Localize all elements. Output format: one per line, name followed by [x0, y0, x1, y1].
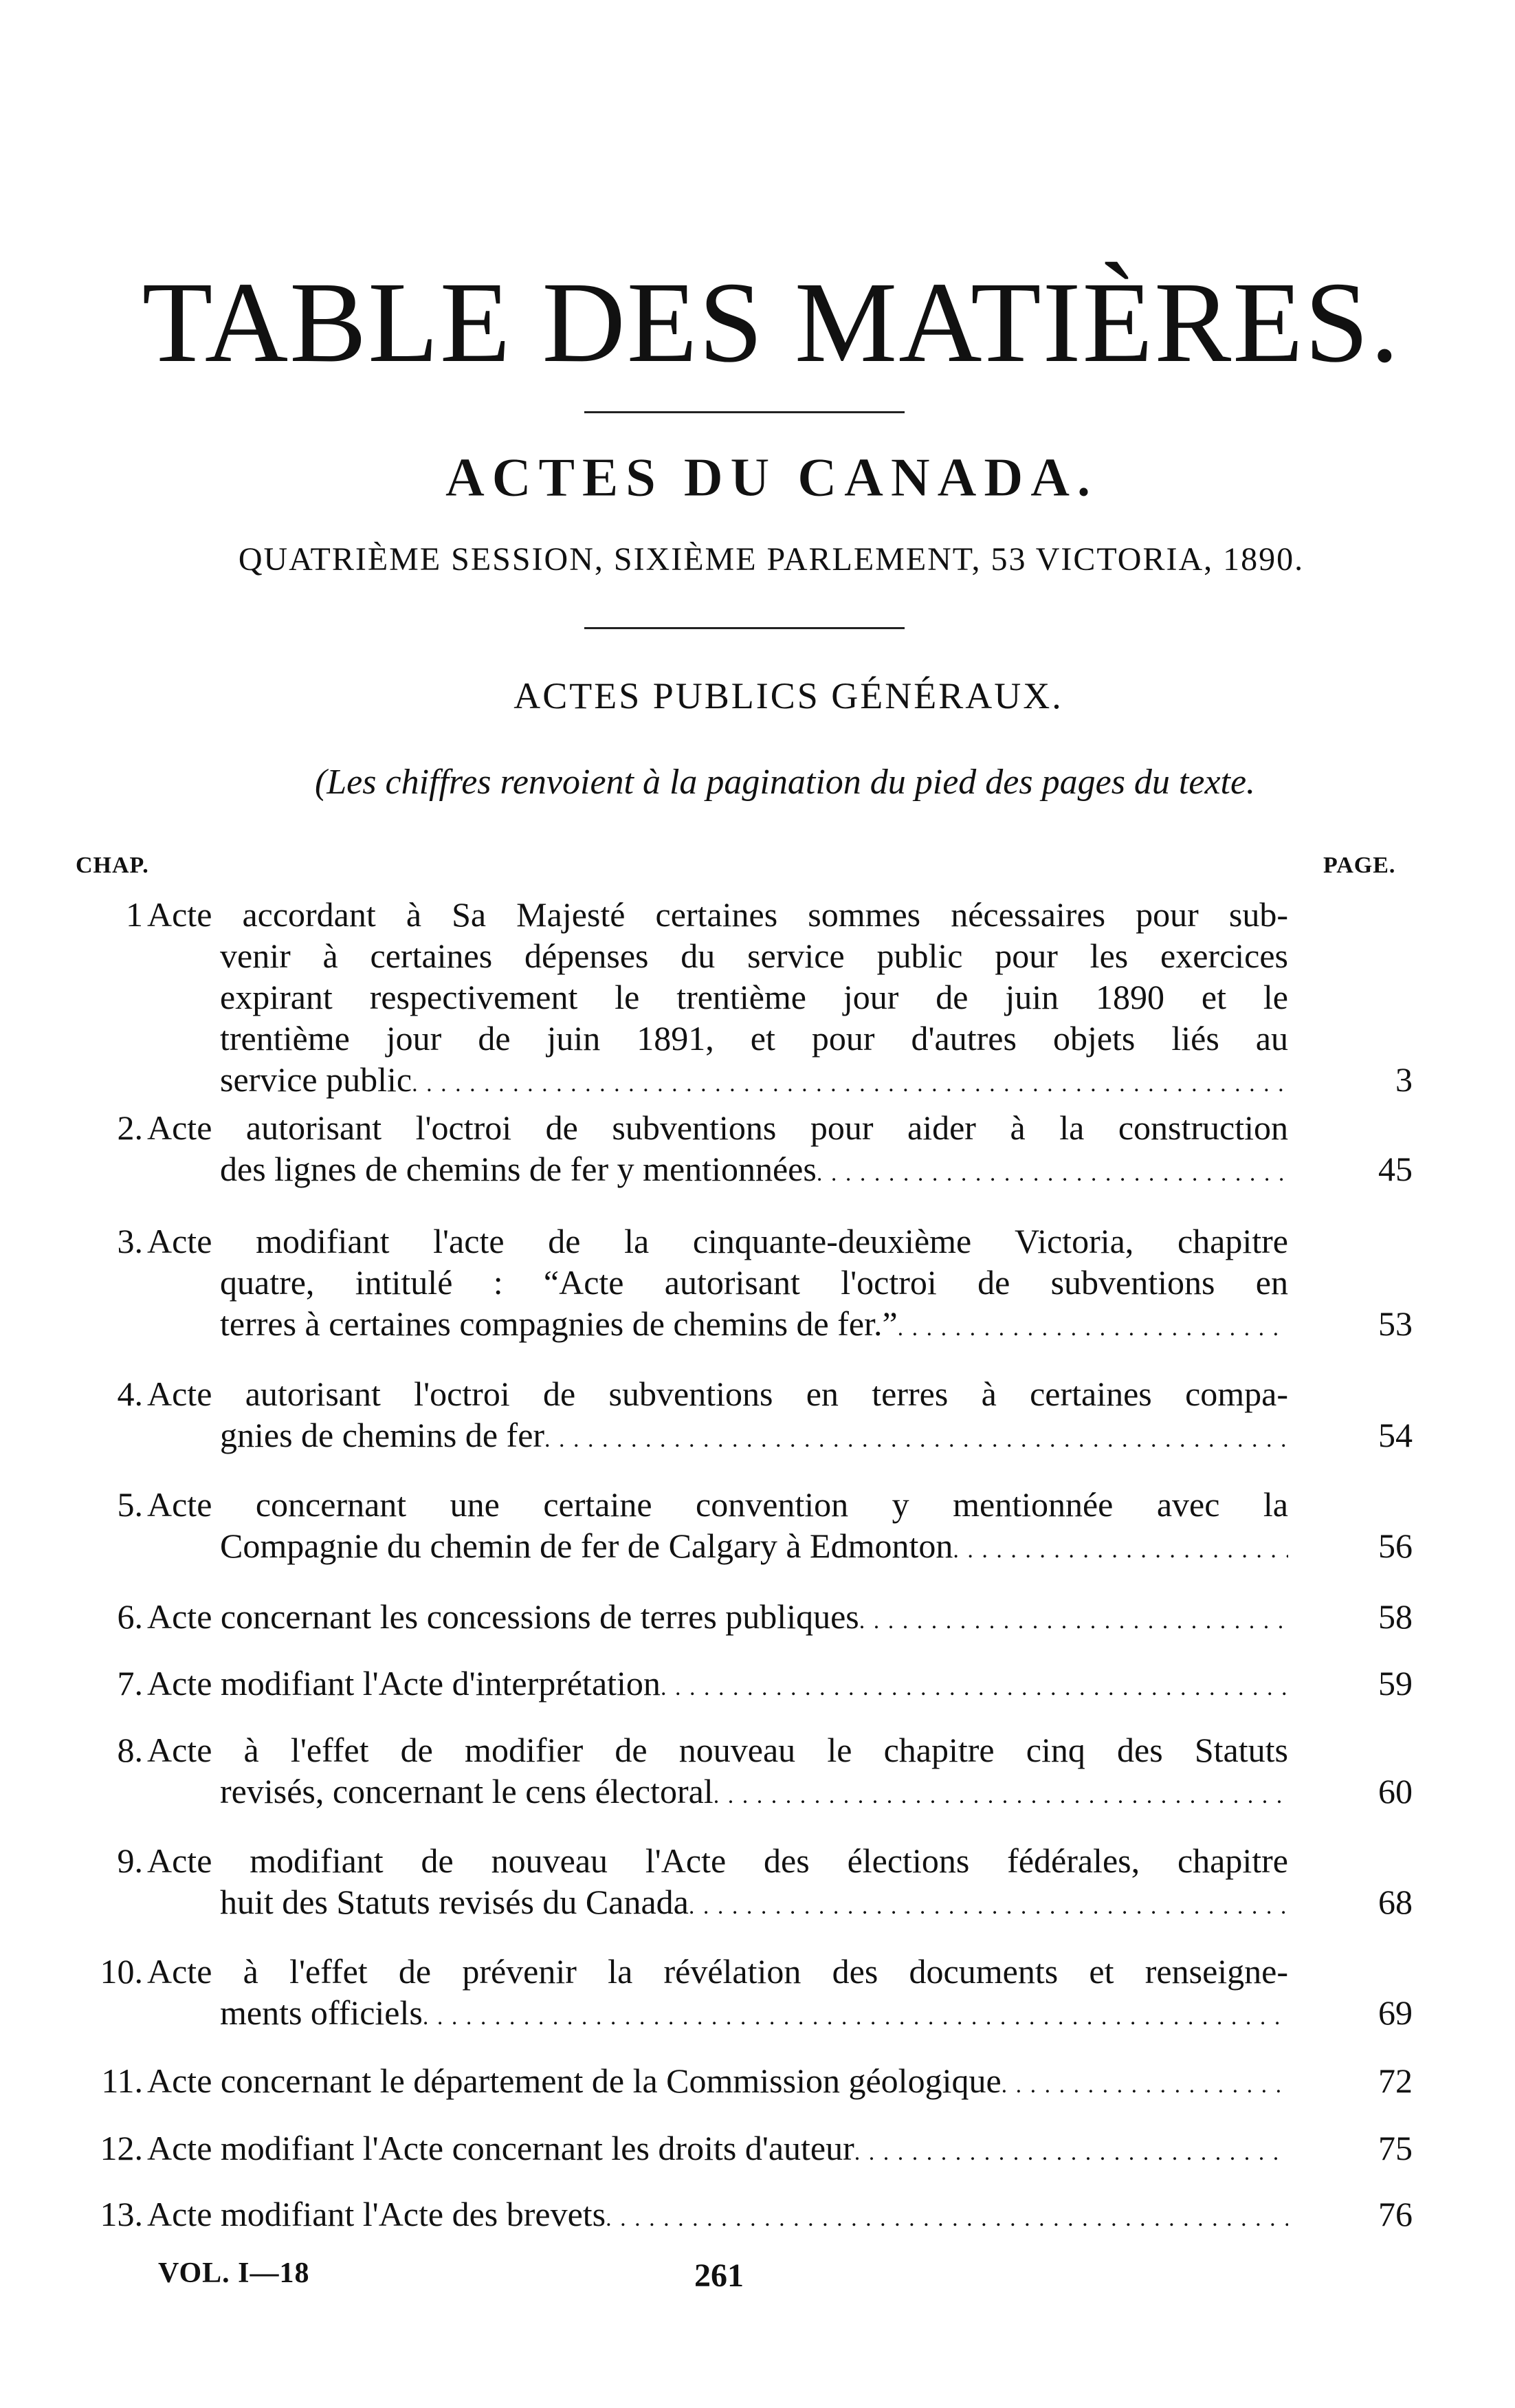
- page-number: 72: [1378, 2061, 1413, 2100]
- dot-leader: [606, 2198, 1288, 2240]
- chapter-number: 6.: [117, 1597, 143, 1636]
- entry-title: [147, 1221, 1288, 1349]
- entry-title-line: Acte concernant les concessions de terres publiques: [147, 1597, 859, 1636]
- dot-leader: [412, 1064, 1288, 1105]
- entry-title-line: venir à certaines dépenses du service public pour les exercices: [220, 937, 1288, 975]
- entry-title-line-with-leader: [147, 1992, 1288, 2038]
- entry-title-line: Acte autorisant l'octroi de subventions pour aider à la construction: [147, 1108, 1288, 1147]
- page-number: 45: [1378, 1150, 1413, 1188]
- entry-title-line: des lignes de chemins de fer y mentionnées: [220, 1150, 817, 1188]
- entry-title: [147, 894, 1288, 1105]
- entry-title: [147, 1663, 1288, 1709]
- entry-title-line-with-leader: [147, 1771, 1288, 1817]
- entry-title: [147, 2060, 1288, 2106]
- entry-title-line: Acte modifiant de nouveau l'Acte des élections fédérales, chapitre: [147, 1841, 1288, 1880]
- entry-title-line-with-leader: [147, 1525, 1288, 1571]
- footer-page-number: 261: [694, 2257, 744, 2294]
- entry-title-line-with-leader: [147, 1414, 1288, 1460]
- dot-leader: [544, 1419, 1288, 1460]
- chapter-number: 10.: [100, 1952, 143, 1991]
- chapter-number: 9.: [117, 1841, 143, 1880]
- entry-title-line: huit des Statuts revisés du Canada: [220, 1883, 689, 1921]
- entry-title-line-with-leader: [147, 1881, 1288, 1927]
- dot-leader: [661, 1667, 1288, 1709]
- entry-title-line: service public: [220, 1060, 412, 1099]
- page-number: 69: [1378, 1993, 1413, 2032]
- dot-leader: [689, 1886, 1288, 1927]
- entry-title-line-with-leader: [147, 1303, 1288, 1349]
- dot-leader: [854, 2132, 1288, 2174]
- page-number: 3: [1395, 1060, 1413, 1099]
- entry-title: [147, 2193, 1288, 2240]
- entry-title-line: Acte modifiant l'Acte d'interprétation: [147, 1664, 661, 1703]
- entry-title-line-with-leader: [147, 1059, 1288, 1105]
- entry-title-line: Acte concernant le département de la Commission géologique: [147, 2061, 1002, 2100]
- entry-title-line: Acte à l'effet de prévenir la révélation des documents et renseigne-: [147, 1952, 1288, 1991]
- entry-title-line-with-leader: [147, 1148, 1288, 1194]
- entry-title-line: Acte modifiant l'Acte des brevets: [147, 2195, 606, 2233]
- entry-title: [147, 1107, 1288, 1194]
- entry-title-line-with-leader: [147, 2060, 1288, 2106]
- chapter-number: 4.: [117, 1375, 143, 1413]
- entry-title: [147, 1484, 1288, 1571]
- chapter-number: 3.: [117, 1222, 143, 1260]
- entry-title: [147, 1951, 1288, 2038]
- chapter-number: 7.: [117, 1664, 143, 1703]
- entry-title-line: Acte autorisant l'octroi de subventions en terres à certaines compa-: [147, 1375, 1288, 1413]
- footer-volume: VOL. I—18: [158, 2257, 310, 2289]
- entry-title-line: revisés, concernant le cens électoral: [220, 1772, 714, 1810]
- chapter-number: 1: [126, 895, 143, 934]
- dot-leader: [817, 1153, 1288, 1194]
- session-divider: [584, 627, 905, 629]
- entry-title: [147, 1729, 1288, 1817]
- page-column-header: PAGE.: [1323, 853, 1396, 878]
- page-number: 54: [1378, 1416, 1413, 1454]
- dot-leader: [953, 1530, 1288, 1571]
- chapter-number: 11.: [101, 2061, 143, 2100]
- page-number: 68: [1378, 1883, 1413, 1921]
- entry-title-line: Acte accordant à Sa Majesté certaines sommes nécessaires pour sub-: [147, 895, 1288, 934]
- dot-leader: [1002, 2065, 1288, 2106]
- page-number: 76: [1378, 2195, 1413, 2233]
- page-number: 53: [1378, 1304, 1413, 1343]
- title-divider: [584, 411, 905, 413]
- entry-title-line: Acte modifiant l'Acte concernant les droits d'auteur: [147, 2129, 854, 2167]
- entry-title-line: Acte modifiant l'acte de la cinquante-deuxième Victoria, chapitre: [147, 1222, 1288, 1260]
- dot-leader: [898, 1308, 1288, 1349]
- entry-title-line-with-leader: [147, 1663, 1288, 1709]
- entry-title-line-with-leader: [147, 2127, 1288, 2174]
- page-number: 75: [1378, 2129, 1413, 2167]
- entry-title-line: Acte à l'effet de modifier de nouveau le chapitre cinq des Statuts: [147, 1731, 1288, 1769]
- entry-title-line-with-leader: [147, 2193, 1288, 2240]
- entry-title-line-with-leader: [147, 1596, 1288, 1642]
- page-number: 56: [1378, 1526, 1413, 1565]
- dot-leader: [859, 1601, 1288, 1642]
- chapter-column-header: CHAP.: [76, 853, 149, 878]
- entry-title-line: gnies de chemins de fer: [220, 1416, 545, 1454]
- entry-title-line: quatre, intitulé : “Acte autorisant l'octroi de subventions en: [220, 1263, 1288, 1302]
- section-heading: ACTES PUBLICS GÉNÉRAUX.: [513, 675, 1063, 716]
- entry-title: [147, 1596, 1288, 1642]
- chapter-number: 5.: [117, 1485, 143, 1524]
- dot-leader: [714, 1775, 1288, 1817]
- page-number: 58: [1378, 1597, 1413, 1636]
- entry-title-line: Acte concernant une certaine convention y mentionnée avec la: [147, 1485, 1288, 1524]
- entry-title: [147, 1373, 1288, 1460]
- page-number: 59: [1378, 1664, 1413, 1703]
- chapter-number: 8.: [117, 1731, 143, 1769]
- entry-title-line: terres à certaines compagnies de chemins de fer.”: [220, 1304, 898, 1343]
- entry-title: [147, 1840, 1288, 1927]
- chapter-number: 2.: [117, 1108, 143, 1147]
- entry-title: [147, 2127, 1288, 2174]
- chapter-number: 13.: [100, 2195, 143, 2233]
- page-title: TABLE DES MATIÈRES.: [142, 259, 1401, 386]
- entry-title-line: Compagnie du chemin de fer de Calgary à Edmonton: [220, 1526, 953, 1565]
- entry-title-line: ments officiels: [220, 1993, 423, 2032]
- pagination-note: (Les chiffres renvoient à la pagination du pied des pages du texte.: [314, 763, 1256, 802]
- session-heading: QUATRIÈME SESSION, SIXIÈME PARLEMENT, 53 VICTORIA, 1890.: [238, 541, 1305, 578]
- chapter-number: 12.: [100, 2129, 143, 2167]
- subtitle: ACTES DU CANADA.: [445, 448, 1098, 508]
- entry-title-line: trentième jour de juin 1891, et pour d'autres objets liés au: [220, 1019, 1288, 1058]
- page-number: 60: [1378, 1772, 1413, 1810]
- dot-leader: [423, 1997, 1288, 2038]
- entry-title-line: expirant respectivement le trentième jour de juin 1890 et le: [220, 978, 1288, 1016]
